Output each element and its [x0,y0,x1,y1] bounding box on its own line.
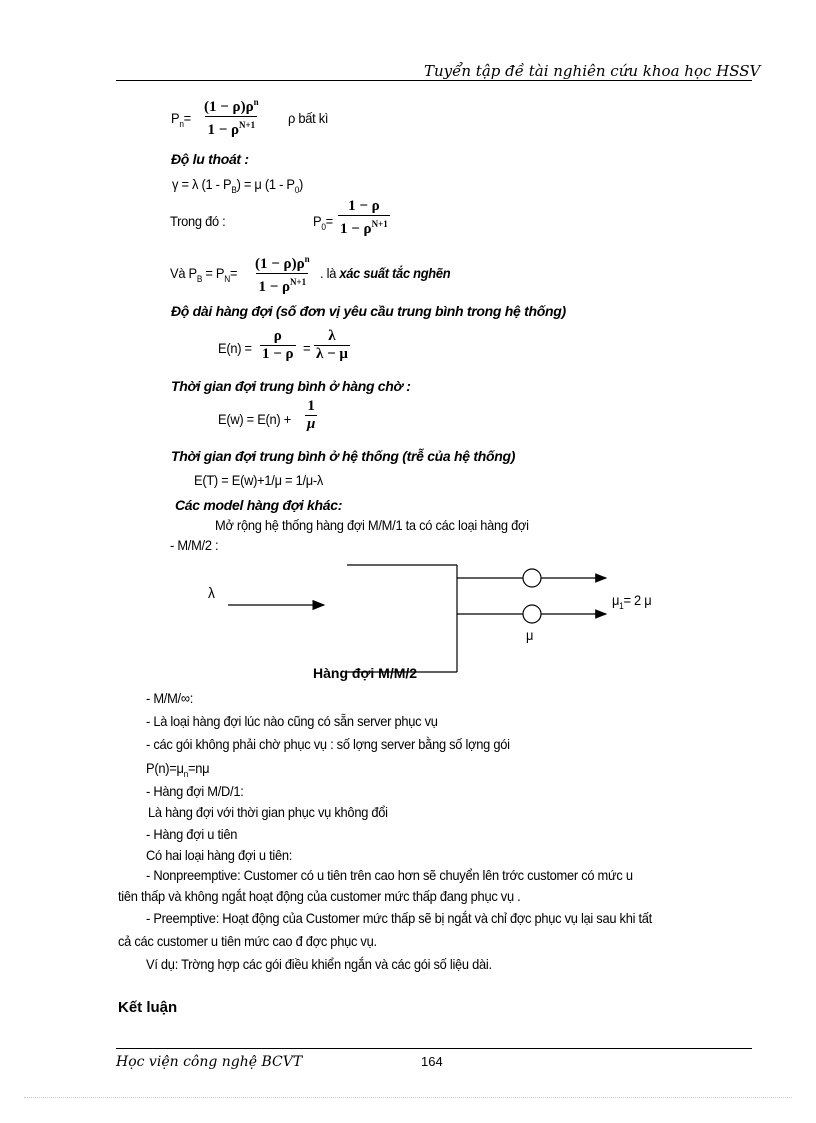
en-fraction-2: $\frac{\lambda}{\lambda - \mu}$ [316,328,348,362]
body-line-7: - Hàng đợi u tiên [146,826,238,842]
pb-note: . là xác suất tắc nghẽn [320,265,451,281]
lambda-label: λ [208,585,215,602]
body-line-9: - Nonpreemptive: Customer có u tiên trên cao hơn sẽ chuyển lên trớc customer có mức u [146,867,633,883]
body-line-10: tiên thấp và không ngắt hoạt động của customer mức thấp đang phục vụ . [118,888,521,904]
wait-queue-heading: Thời gian đợi trung bình ở hàng chờ : [171,378,411,394]
mm2-label: - M/M/2 : [170,537,219,553]
trong-do-label: Trong đó : [170,213,226,229]
pb-fraction: $\frac{(1 - \rho)\rho^n}{1 - \rho^{N+1}}$ [255,254,310,295]
pn-note: ρ bất kì [288,110,329,126]
body-line-8: Có hai loại hàng đợi u tiên: [146,847,293,863]
conclusion-heading: Kết luận [118,999,178,1016]
throughput-formula: γ = λ $(1 - P_B) = \mu$ $(1 - P_0)$ [172,176,304,195]
queue-length-heading: Độ dài hàng đợi (số đơn vị yêu cầu trung bình trong hệ thống) [171,303,566,319]
footer-left: Học viện công nghệ BCVT [116,1054,303,1070]
en-fraction-1: $\frac{\rho}{1 - \rho}$ [262,328,294,362]
body-line-6: Là hàng đợi với thời gian phục vụ không đổi [148,804,388,820]
header-title: Tuyển tập đề tài nghiên cứu khoa học HSSV [424,62,761,80]
other-models-intro: Mở rộng hệ thống hàng đợi M/M/1 ta có các loại hàng đợi [215,517,529,533]
p0-label: $P_0=$ [313,213,333,232]
en-equals: = [303,340,311,356]
footer-rule [116,1048,752,1049]
body-line-3: - các gói không phải chờ phục vụ : số lợng server bằng số lợng gói [146,736,510,752]
body-line-4: $P(n)=\mu_n=n\mu$ [146,760,210,779]
page-bottom-dots [24,1097,792,1098]
diagram-caption: Hàng đợi M/M/2 [313,665,418,681]
page-number: 164 [421,1054,443,1069]
wait-system-heading: Thời gian đợi trung bình ở hệ thống (trễ của hệ thống) [171,448,516,464]
pn-fraction: $\frac{(1 - \rho)\rho^n}{1 - \rho^{N+1}}$ [204,97,259,138]
body-line-5: - Hàng đợi M/D/1: [146,783,244,799]
p0-fraction: $\frac{1 - \rho}{1 - \rho^{N+1}}$ [340,198,388,237]
ew-label: E(w) = E(n) + [218,411,291,427]
mu1-label: $\mu_1= 2$ μ [612,592,652,611]
en-label: E(n) = [218,340,252,356]
body-line-11: - Preemptive: Hoạt động của Customer mức thấp sẽ bị ngắt và chỉ đợc phục vụ lại sau khi tất [146,910,652,926]
et-formula: E(T) = E(w)+1/μ = 1/μ-λ [194,472,324,488]
server-1-circle [523,569,541,587]
pb-label: Và $P_B = P_N=$ [170,265,238,284]
other-models-heading: Các model hàng đợi khác: [175,497,343,513]
server-2-circle [523,605,541,623]
body-line-13: Ví dụ: Trờng hợp các gói điều khiển ngắn và các gói số liệu dài. [146,956,492,972]
mu-label: μ [526,627,534,643]
body-line-12: cả các customer u tiên mức cao đ đợc phục vụ. [118,933,377,949]
pn-label: $P_n=$ [171,110,191,129]
body-line-2: - Là loại hàng đợi lúc nào cũng có sẵn server phục vụ [146,713,438,729]
body-line-1: - M/M/∞: [146,690,194,706]
throughput-heading: Độ lu thoát : [171,151,249,167]
ew-fraction: $\frac{1}{\mu}$ [307,398,316,432]
